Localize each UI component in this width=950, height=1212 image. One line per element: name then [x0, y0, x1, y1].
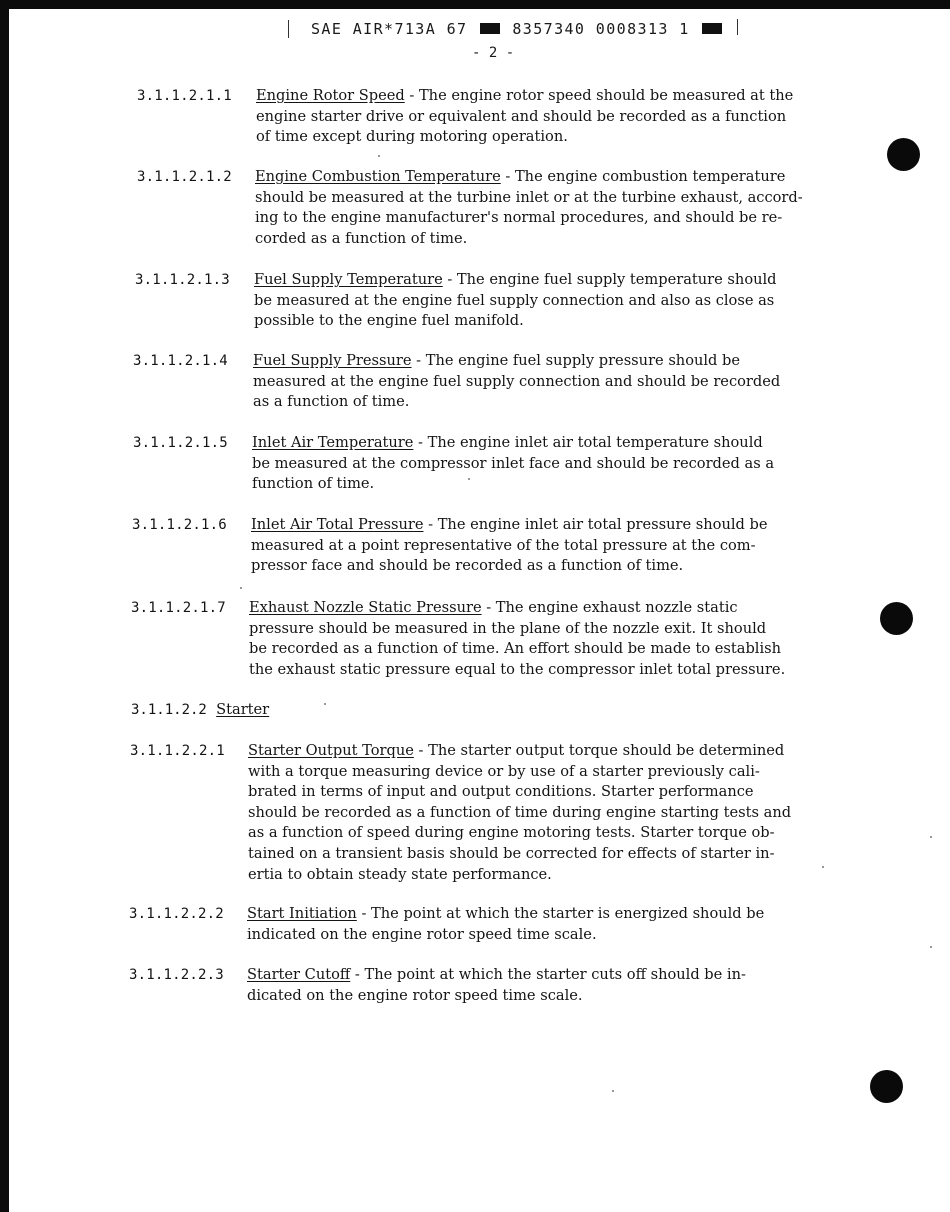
paragraph-line: as a function of speed during engine motoring tests. Starter torque ob-: [248, 824, 775, 842]
paragraph-body: [247, 965, 746, 1006]
paragraph-line: - The point at which the starter cuts off should be in-: [350, 966, 746, 983]
scan-speck: [378, 155, 380, 157]
scan-speck: [930, 836, 932, 838]
scan-speck: [930, 946, 932, 948]
paragraph-body: [256, 86, 793, 148]
paragraph-title: Starter Output Torque: [248, 742, 414, 759]
paragraph-number: 3.1.1.2.1.3: [135, 272, 230, 288]
paragraph-number: 3.1.1.2.1.7: [131, 600, 226, 616]
paragraph-line: - The starter output torque should be determined: [413, 742, 785, 759]
paragraph-line: should be measured at the turbine inlet or at the turbine exhaust, accord-: [255, 188, 803, 206]
scan-speck: [612, 1090, 614, 1092]
paragraph-body: [251, 515, 768, 577]
paragraph-line: pressure should be measured in the plane of the nozzle exit. It should: [249, 619, 767, 637]
header-tick-right: [737, 19, 738, 35]
header-tick-left: [288, 20, 289, 38]
paragraph-line: - The engine inlet air total pressure should be: [423, 516, 768, 533]
section-title: Starter: [216, 701, 270, 718]
scan-speck: [822, 866, 824, 868]
paragraph-line: measured at a point representative of the total pressure at the com-: [251, 536, 756, 554]
paragraph-line: indicated on the engine rotor speed time scale.: [247, 925, 597, 943]
paragraph-line: as a function of time.: [253, 393, 410, 411]
paragraph-line: should be recorded as a function of time during engine starting tests and: [248, 803, 792, 821]
header-text-b: 8357340 0008313 1: [512, 20, 690, 38]
paragraph-number: 3.1.1.2.1.2: [137, 169, 232, 185]
scan-speck: [468, 478, 470, 480]
paragraph-line: ertia to obtain steady state performance.: [248, 865, 552, 883]
paragraph-line: function of time.: [252, 475, 375, 493]
paragraph-line: - The engine fuel supply temperature should: [442, 271, 777, 288]
paragraph-number: 3.1.1.2.1.1: [137, 88, 232, 104]
scan-border-left: [0, 0, 9, 1212]
paragraph-line: the exhaust static pressure equal to the compressor inlet total pressure.: [249, 660, 786, 678]
paragraph-line: possible to the engine fuel manifold.: [254, 312, 524, 330]
paragraph-title: Exhaust Nozzle Static Pressure: [249, 599, 482, 616]
paragraph-line: of time except during motoring operation.: [256, 128, 568, 146]
punch-hole-bottom: [870, 1070, 903, 1103]
paragraph-title: Fuel Supply Temperature: [254, 271, 443, 288]
paragraph-title: Inlet Air Total Pressure: [251, 516, 424, 533]
paragraph-line: dicated on the engine rotor speed time scale.: [247, 986, 583, 1004]
paragraph-line: corded as a function of time.: [255, 229, 468, 247]
scan-speck: [240, 587, 242, 589]
header-text-a: SAE AIR*713A 67: [311, 20, 468, 38]
paragraph-body: [249, 598, 785, 680]
paragraph-line: be measured at the compressor inlet face and should be recorded as a: [252, 454, 775, 472]
paragraph-title: Fuel Supply Pressure: [253, 352, 412, 369]
punch-hole-top: [887, 138, 920, 171]
paragraph-title: Engine Rotor Speed: [256, 87, 405, 104]
scan-border-top: [0, 0, 950, 9]
paragraph-line: brated in terms of input and output conditions. Starter performance: [248, 783, 754, 801]
section-number: 3.1.1.2.2: [131, 702, 207, 718]
paragraph-number: 3.1.1.2.1.5: [133, 435, 228, 451]
paragraph-line: - The engine combustion temperature: [500, 168, 786, 185]
paragraph-title: Start Initiation: [247, 905, 357, 922]
paragraph-number: 3.1.1.2.2.1: [130, 743, 225, 759]
paragraph-line: - The engine exhaust nozzle static: [481, 599, 738, 616]
paragraph-line: - The engine inlet air total temperature should: [413, 434, 763, 451]
paragraph-line: - The point at which the starter is energized should be: [356, 905, 765, 922]
document-header: [311, 20, 724, 38]
paragraph-line: measured at the engine fuel supply connection and should be recorded: [253, 372, 781, 390]
punch-hole-middle: [880, 602, 913, 635]
paragraph-line: be measured at the engine fuel supply connection and also as close as: [254, 291, 775, 309]
header-block-mark: [480, 23, 500, 34]
paragraph-body: [254, 270, 777, 332]
paragraph-number: 3.1.1.2.2.3: [129, 967, 224, 983]
page-number: - 2 -: [472, 45, 515, 61]
paragraph-line: with a torque measuring device or by use of a starter previously cali-: [248, 762, 760, 780]
paragraph-body: [247, 904, 764, 945]
paragraph-number: 3.1.1.2.2.2: [129, 906, 224, 922]
paragraph-body: [252, 433, 774, 495]
paragraph-line: pressor face and should be recorded as a function of time.: [251, 557, 684, 575]
header-block-mark-end: [702, 23, 722, 34]
paragraph-line: - The engine rotor speed should be measured at the: [404, 87, 794, 104]
paragraph-title: Starter Cutoff: [247, 966, 351, 983]
paragraph-line: - The engine fuel supply pressure should be: [411, 352, 741, 369]
paragraph-body: [255, 167, 803, 249]
paragraph-number: 3.1.1.2.1.4: [133, 353, 228, 369]
paragraph-number: 3.1.1.2.1.6: [132, 517, 227, 533]
paragraph-title: Engine Combustion Temperature: [255, 168, 501, 185]
paragraph-body: [253, 351, 780, 413]
paragraph-line: engine starter drive or equivalent and should be recorded as a function: [256, 107, 787, 125]
paragraph-title: Inlet Air Temperature: [252, 434, 414, 451]
paragraph-body: [248, 741, 791, 885]
paragraph-line: ing to the engine manufacturer's normal procedures, and should be re-: [255, 209, 783, 227]
scan-speck: [324, 703, 326, 705]
paragraph-line: be recorded as a function of time. An effort should be made to establish: [249, 640, 782, 658]
paragraph-line: tained on a transient basis should be corrected for effects of starter in-: [248, 844, 775, 862]
section-heading: [131, 700, 269, 721]
